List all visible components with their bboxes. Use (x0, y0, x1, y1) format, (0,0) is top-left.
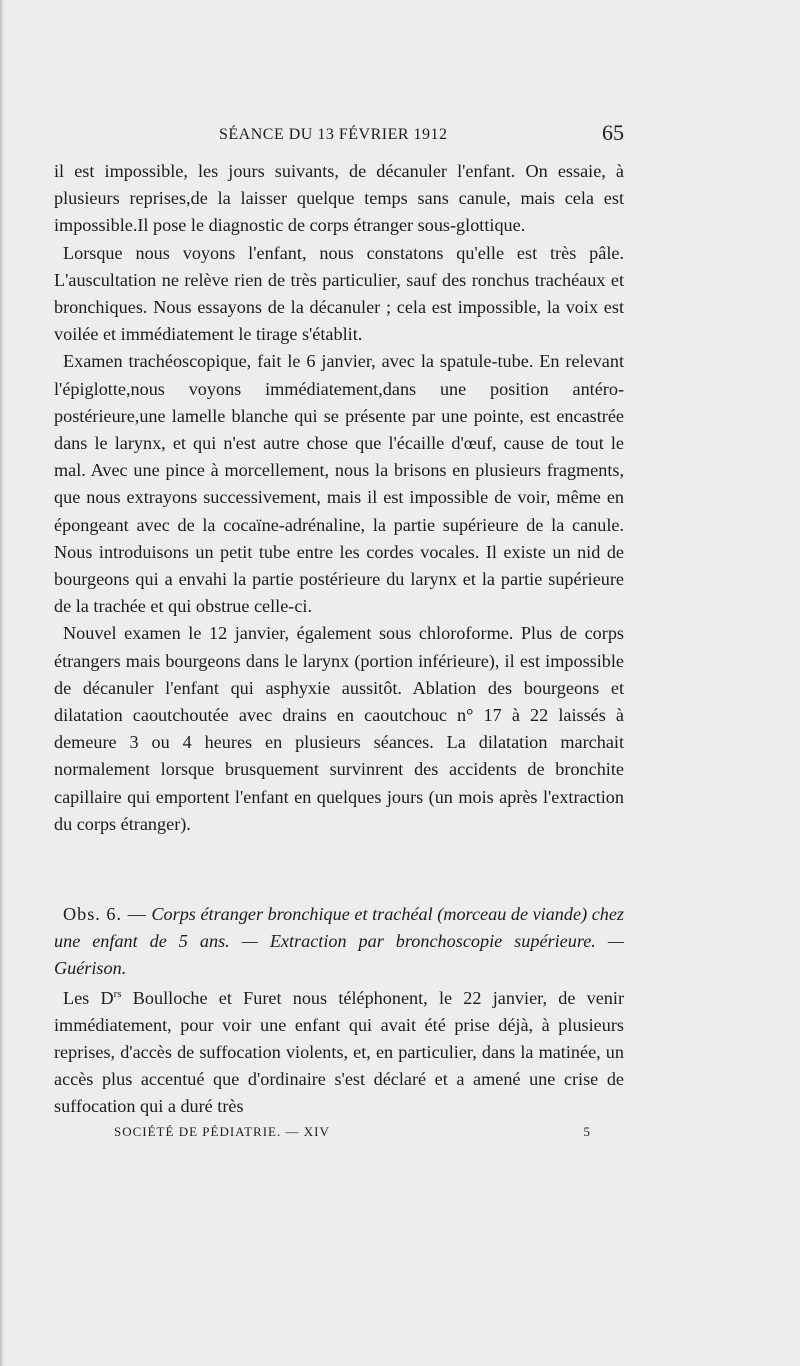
observation-text-start: Les D (63, 987, 114, 1008)
page-header (54, 120, 624, 150)
printer-signature: SOCIÉTÉ DE PÉDIATRIE. — XIV (114, 1124, 330, 1139)
page-edge (0, 0, 4, 1366)
observation-superscript: rs (113, 987, 122, 1000)
running-head: SÉANCE DU 13 FÉVRIER 1912 (219, 126, 448, 143)
observation-title: Corps étranger bronchique et trachéal (morceau de viande) chez une enfant de 5 ans. — Extraction par bronchoscopie supérieure. — Guérison. (54, 904, 625, 979)
paragraph: Nouvel examen le 12 janvier, également sous chloroforme. Plus de corps étrangers mais bourgeons dans le larynx (portion inférieure), il est impossible de décanuler l'enfant qui asphyxie aussitôt. Ablation des bourgeons et dilatation caoutchoutée avec drains en caoutchouc n° 17 à 22 laissés à demeure 3 ou 4 heures en plusieurs séances. La dilatation marchait normalement lorsque brusquement survinrent des accidents de bronchite capillaire qui emportent l'enfant en quelques jours (un mois après l'extraction du corps étranger). (54, 623, 624, 834)
observation-text-rest: Boulloche et Furet nous téléphonent, le 22 janvier, de venir immédiatement, pour voir une enfant qui avait été prise déjà, à plusieurs reprises, d'accès de suffocation violents, et, en particulier, dans la matinée, un accès plus accentué que d'ordinaire s'est déclaré et a amené une crise de suffocation qui a duré très (54, 987, 624, 1117)
page-footer (54, 1124, 624, 1144)
observation-heading (54, 901, 624, 983)
observation-label: Obs. 6. — (63, 904, 147, 924)
body-text (54, 158, 624, 838)
signature-number: 5 (583, 1124, 590, 1139)
paragraph: il est impossible, les jours suivants, de décanuler l'enfant. On essaie, à plusieurs reprises,de la laisser quelque temps sans canule, mais cela est impossible.Il pose le diagnostic de corps étranger sous-glottique. (54, 161, 624, 236)
paragraph: Lorsque nous voyons l'enfant, nous constatons qu'elle est très pâle. L'auscultation ne relève rien de très particulier, sauf des ronchus trachéaux et bronchiques. Nous essayons de la décanuler ; cela est impossible, la voix est voilée et immédiatement le tirage s'établit. (54, 242, 624, 345)
page-number: 65 (602, 120, 624, 145)
observation-section (54, 901, 624, 1121)
paragraph: Examen trachéoscopique, fait le 6 janvier, avec la spatule-tube. En relevant l'épiglotte,nous voyons immédiatement,dans une position antéro-postérieure,une lamelle blanche qui se présente par une pointe, est encastrée dans le larynx, et qui n'est autre chose que l'écaille d'œuf, cause de tout le mal. Avec une pince à morcellement, nous la brisons en plusieurs fragments, que nous extrayons successivement, mais il est impossible de voir, même en épongeant avec de la cocaïne-adrénaline, la partie supérieure de la canule. Nous introduisons un petit tube entre les cordes vocales. Il existe un nid de bourgeons qui a envahi la partie postérieure du larynx et la partie supérieure de la trachée et qui obstrue celle-ci. (54, 351, 624, 617)
observation-paragraph (54, 985, 624, 1121)
